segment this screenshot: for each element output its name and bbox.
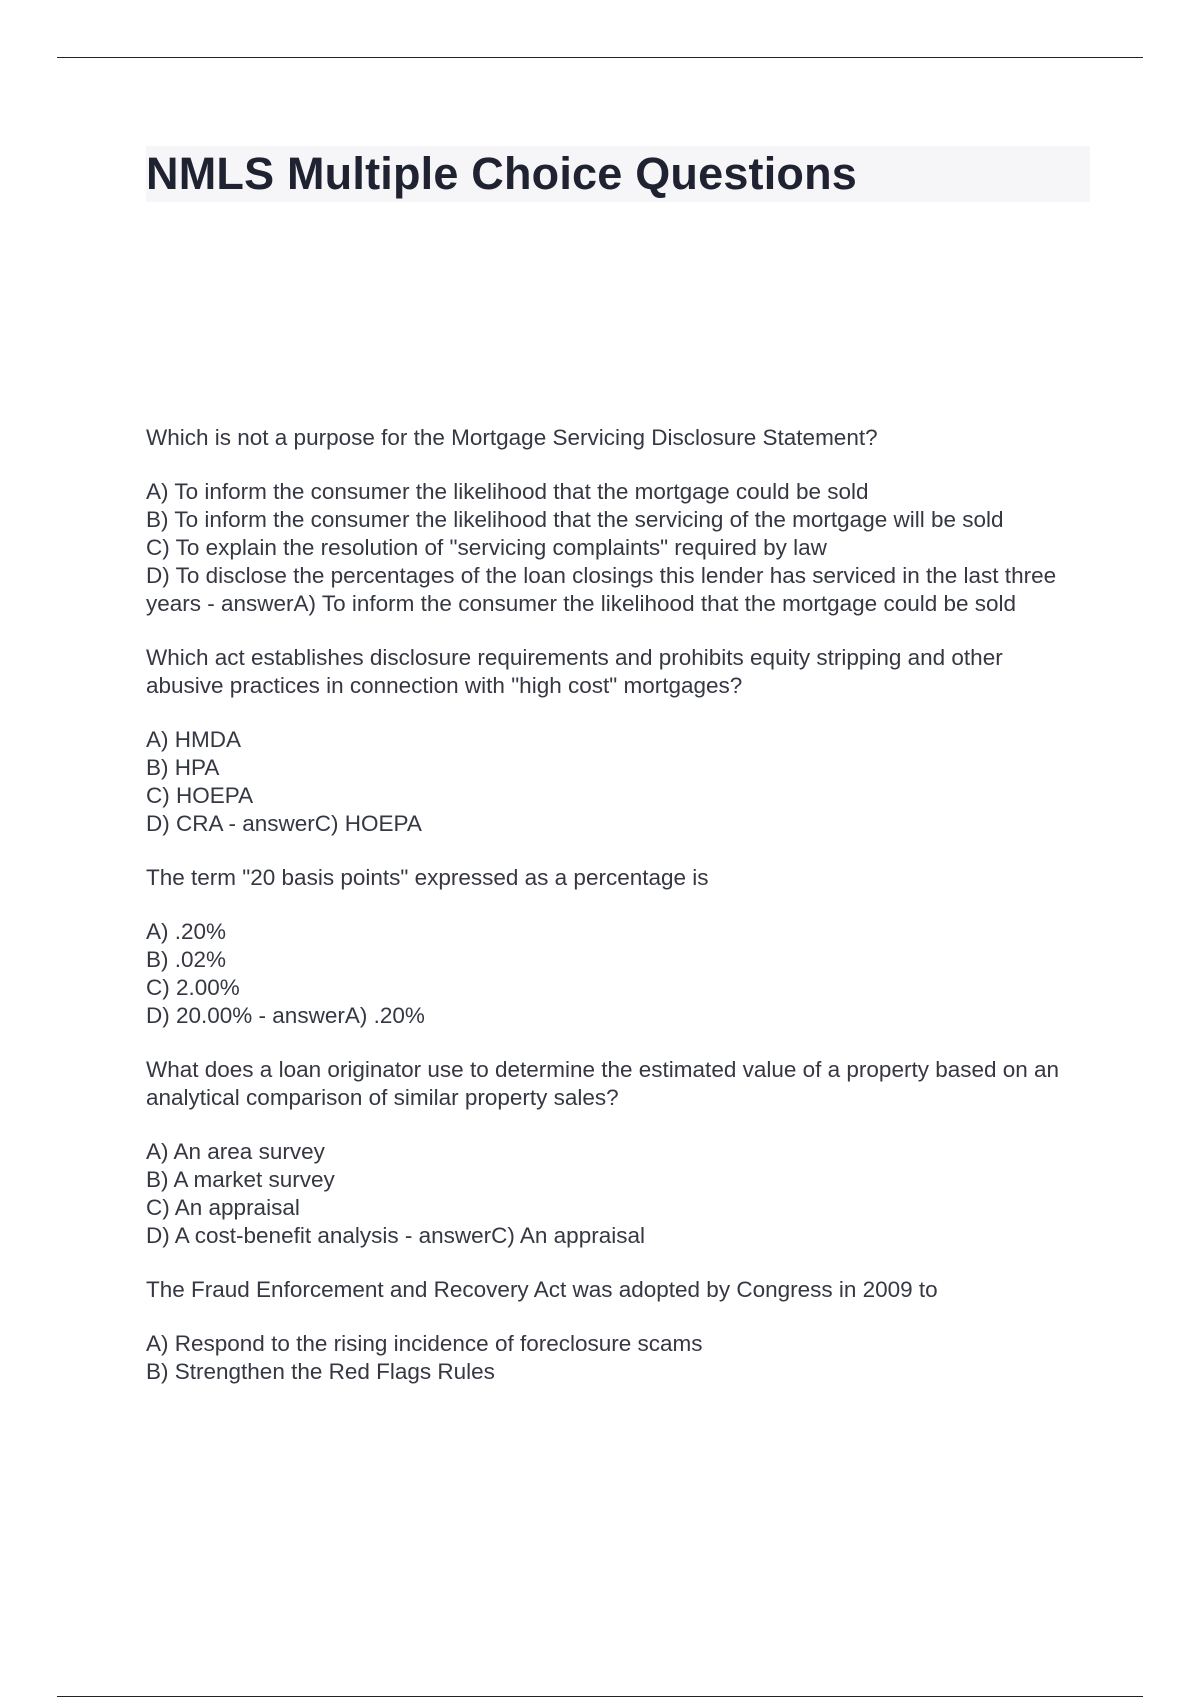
option-b: B) Strengthen the Red Flags Rules (146, 1359, 495, 1384)
question-text: The Fraud Enforcement and Recovery Act was adopted by Congress in 2009 to (146, 1277, 938, 1302)
question-text: What does a loan originator use to determine the estimated value of a property based on an analytical comparison of similar property sales? (146, 1057, 1060, 1110)
question-text: Which act establishes disclosure requirements and prohibits equity stripping and other abusive practices in connection with "high cost" mortgages? (146, 645, 1003, 698)
option-b: B) HPA (146, 755, 220, 780)
question-text: The term "20 basis points" expressed as a percentage is (146, 865, 709, 890)
option-a: A) To inform the consumer the likelihood that the mortgage could be sold (146, 479, 869, 504)
question-text: Which is not a purpose for the Mortgage Servicing Disclosure Statement? (146, 425, 878, 450)
option-d-with-answer: D) A cost-benefit analysis - answerC) An appraisal (146, 1223, 645, 1248)
question-2 (146, 644, 1086, 838)
question-1 (146, 424, 1086, 618)
option-c: C) 2.00% (146, 975, 240, 1000)
option-b: B) .02% (146, 947, 227, 972)
option-a: A) HMDA (146, 727, 241, 752)
question-4 (146, 1056, 1086, 1250)
question-3 (146, 864, 1086, 1030)
option-d-with-answer: D) CRA - answerC) HOEPA (146, 811, 422, 836)
option-c: C) An appraisal (146, 1195, 300, 1220)
top-rule (57, 57, 1143, 58)
option-a: A) Respond to the rising incidence of foreclosure scams (146, 1331, 703, 1356)
bottom-rule (57, 1696, 1143, 1697)
option-a: A) An area survey (146, 1139, 325, 1164)
option-a: A) .20% (146, 919, 227, 944)
option-b: B) A market survey (146, 1167, 335, 1192)
option-b: B) To inform the consumer the likelihood that the servicing of the mortgage will be sold (146, 507, 1004, 532)
option-c: C) HOEPA (146, 783, 254, 808)
option-c: C) To explain the resolution of "servicing complaints" required by law (146, 535, 827, 560)
question-5 (146, 1276, 1086, 1386)
option-d-with-answer: D) To disclose the percentages of the loan closings this lender has serviced in the last three years - answerA) To inform the consumer the likelihood that the mortgage could be sold (146, 563, 1057, 616)
page-title: NMLS Multiple Choice Questions (146, 148, 858, 199)
questions-list (146, 424, 1086, 1412)
option-d-with-answer: D) 20.00% - answerA) .20% (146, 1003, 425, 1028)
